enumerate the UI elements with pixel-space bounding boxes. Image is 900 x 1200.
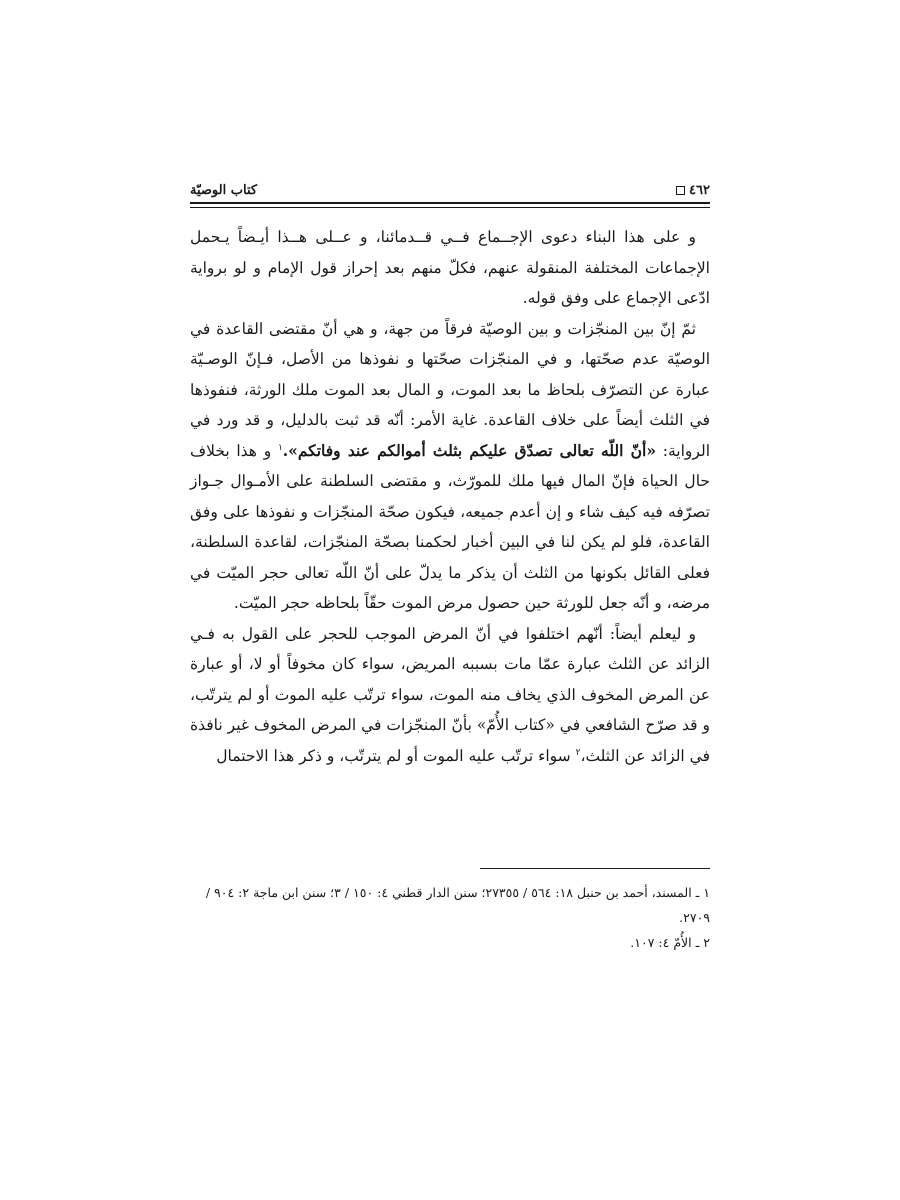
paragraph-2-text-after: و هذا بخلاف حال الحياة فإنّ المال فيها ملك للمورّث، و مقتضى السلطنة على الأمـوال جـواز تصرّفه فيه كيف شاء و إن أعدم جميعه، فيكون صحّة المنجّزات و نفوذها على وفق القاعدة، فلو لم يكن لنا في البين أخبار لحكمنا بصحّة المنجّزات، لقاعدة السلطنة، فعلى القائل بكونها من الثلث أن يذكر ما يدلّ على أنّ اللّه تعالى حجر الميّت في مرضه، و أنّه جعل للورثة حين حصول مرض الموت حقّاً بلحاظه حجر الميّت. [190, 441, 710, 612]
footnote-ref-2: ٢ [575, 747, 581, 758]
header-rule-thick [190, 202, 710, 204]
footnote-2: ٢ ـ الأُمّ ٤: ١٠٧. [630, 935, 710, 950]
paragraph-1 [190, 222, 710, 314]
footnotes [190, 880, 710, 955]
footnote-ref-1: ١ [277, 442, 283, 453]
paragraph-3-text-after: سواء ترتّب عليه الموت أو لم يترتّب، و ذكر هذا الاحتمال [216, 746, 576, 765]
hadith-quote: «أنّ اللّه تعالى تصدّق عليكم بثلث أموالكم عند وفاتكم». [282, 440, 657, 460]
page-number: ٤٦٢ [689, 183, 710, 198]
paragraph-1-text: و على هذا البناء دعوى الإجــماع فــي قــدمائنا، و عــلى هــذا أيـضاً يـحمل الإجماعات المختلفة المنقولة عنهم، فكلّ منهم بعد إحراز قول الإمام و لو برواية ادّعى الإجماع على وفق قوله. [190, 228, 710, 307]
page-number-group [676, 183, 710, 198]
paragraph-2-text-before: ثمّ إنّ بين المنجّزات و بين الوصيّة فرقاً من جهة، و هي أنّ مقتضى القاعدة في الوصيّة عدم صحّتها، و في المنجّزات صحّتها و نفوذها من الأصل، فـإنّ الوصـيّة عبارة عن التصرّف بلحاظ ما بعد الموت، و المال بعد الموت ملك الورثة، فنفوذها في الثلث أيضاً على خلاف القاعدة. غاية الأمر: أنّه قد ثبت بالدليل، و قد ورد في الرواية: [190, 319, 710, 460]
paragraph-3-text-before: و ليعلم أيضاً: أنّهم اختلفوا في أنّ المرض الموجب للحجر على القول به فـي الزائد عن الثلث عبارة عمّا مات بسببه المريض، سواء كان مخوفاً أو لا، أو عبارة عن المرض المخوف الذي يخاف منه الموت، سواء ترتّب عليه الموت أو لم يترتّب، و قد صرّح الشافعي في «كتاب الأُمّ» بأنّ المنجّزات في المرض المخوف غير نافذة في الزائد عن الثلث، [190, 624, 710, 765]
running-header [190, 172, 710, 198]
paragraph-2 [190, 314, 710, 619]
footnote-1: ١ ـ المسند، أحمد بن حنبل ١٨: ٥٦٤ / ٢٧٣٥٥؛ سنن الدار قطني ٤: ١٥٠ / ٣؛ سنن ابن ماجة ٢: ٩٠٤ / ٢٧٠٩. [205, 885, 710, 925]
square-ornament-icon [676, 186, 685, 195]
footnote-separator [480, 868, 710, 869]
body-text [190, 222, 710, 771]
book-title: كتاب الوصيّة [190, 183, 258, 198]
header-rule-thin [190, 207, 710, 208]
paragraph-3 [190, 619, 710, 772]
